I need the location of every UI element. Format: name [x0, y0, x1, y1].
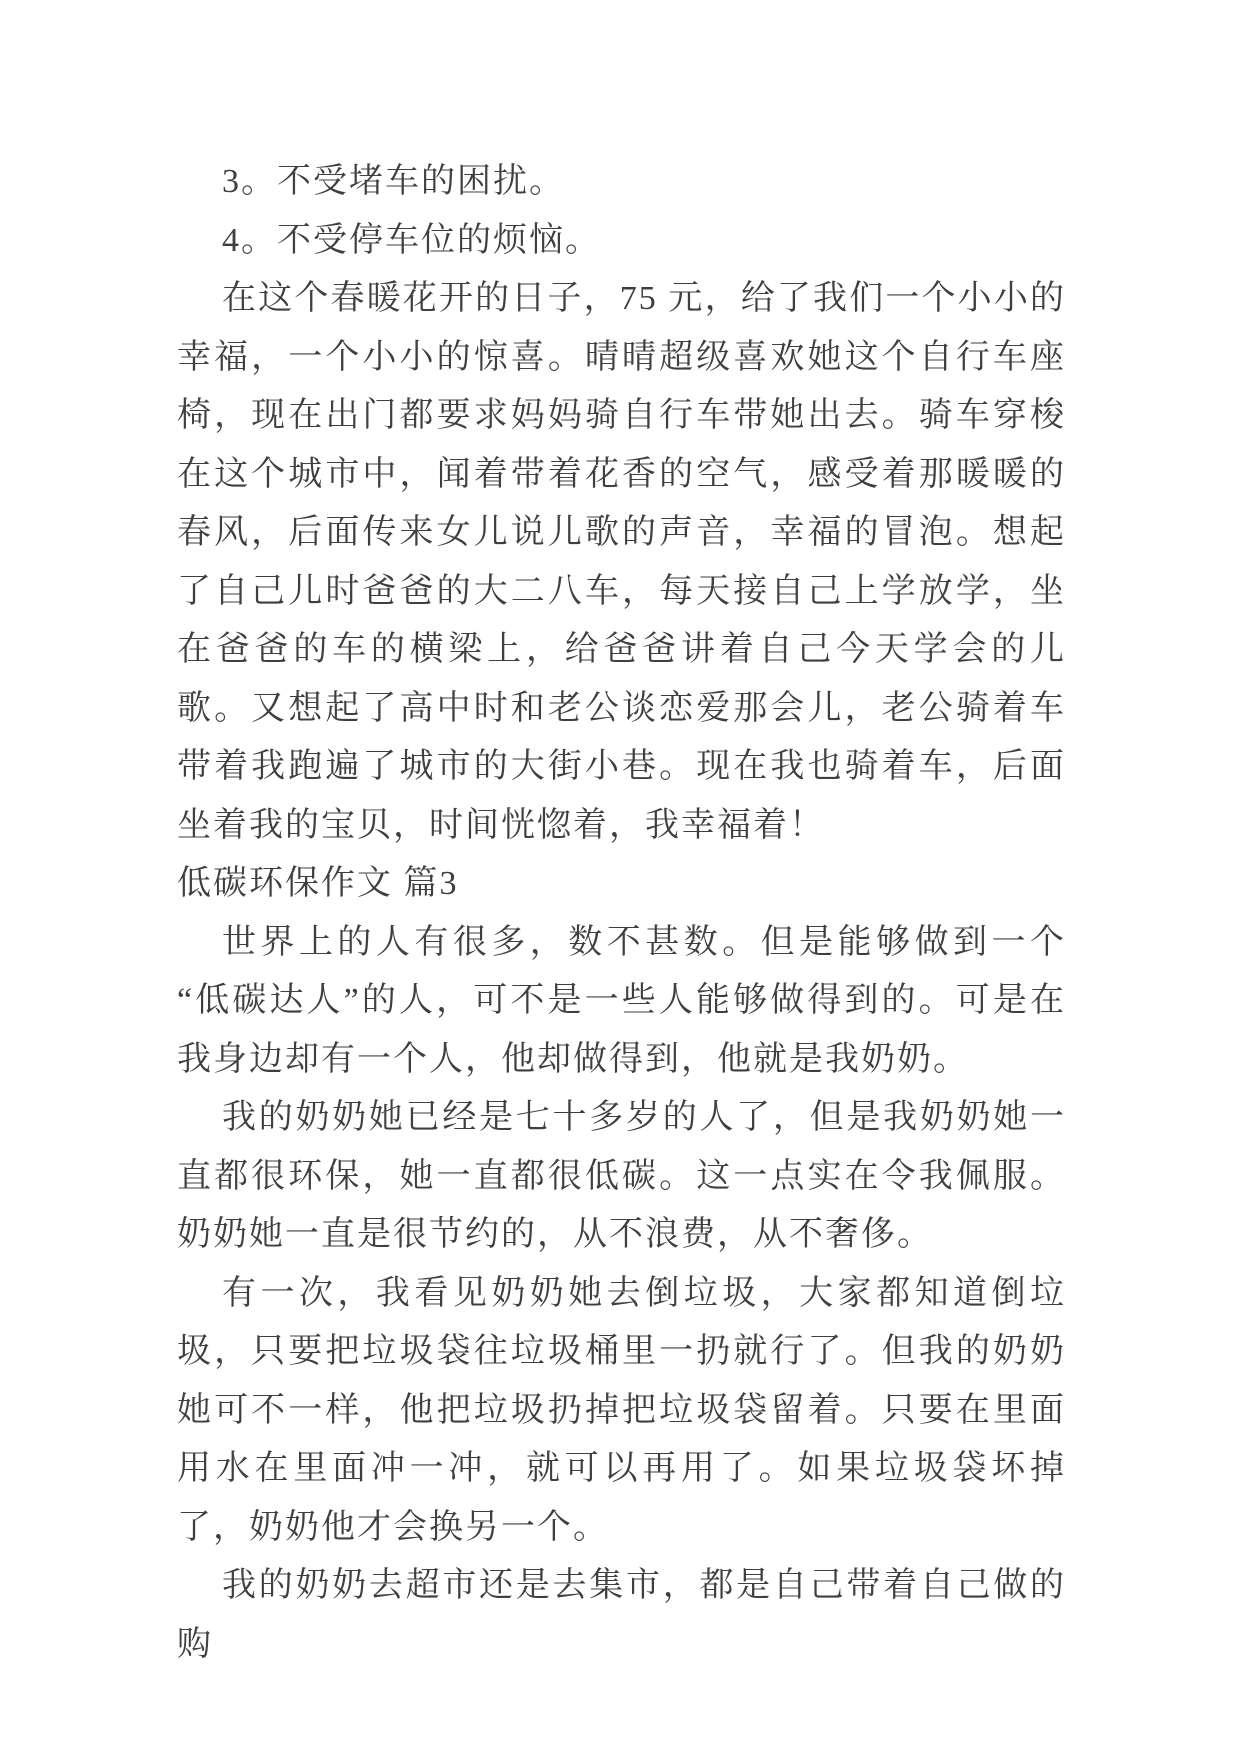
paragraph-shopping-bag-truncated: 我的奶奶去超市还是去集市，都是自己带着自己做的购: [177, 1567, 1066, 1663]
list-item-4: 4。不受停车位的烦恼。: [222, 221, 601, 259]
essay-body: [177, 153, 1066, 1674]
paragraph-bicycle-story: 在这个春暖花开的日子，75 元，给了我们一个小小的幸福，一个小小的惊喜。晴晴超级喜欢她这个自行车座椅，现在出门都要求妈妈骑自行车带她出去。骑车穿梭在这个城市中，闻着带着花香的空气，感受着那暖暖的春风，后面传来女儿说儿歌的声音，幸福的冒泡。想起了自己儿时爸爸的大二八车，每天接自己上学放学，坐在爸爸的车的横梁上，给爸爸讲着自己今天学会的儿歌。又想起了高中时和老公谈恋爱那会儿，老公骑着车带着我跑遍了城市的大街小巷。现在我也骑着车，后面坐着我的宝贝，时间恍惚着，我幸福着！: [177, 280, 1066, 844]
paragraph-grandma-thrifty: 我的奶奶她已经是七十多岁的人了，但是我奶奶她一直都很环保，她一直都很低碳。这一点实在令我佩服。奶奶她一直是很节约的，从不浪费，从不奢侈。: [177, 1099, 1066, 1253]
paragraph-grandma-intro: 世界上的人有很多，数不甚数。但是能够做到一个“低碳达人”的人，可不是一些人能够做得到的。可是在我身边却有一个人，他却做得到，他就是我奶奶。: [177, 923, 1066, 1078]
list-item-3: 3。不受堵车的困扰。: [222, 163, 565, 200]
paragraph-garbage-bag: 有一次，我看见奶奶她去倒垃圾，大家都知道倒垃圾，只要把垃圾袋往垃圾桶里一扔就行了。但我的奶奶她可不一样，他把垃圾扔掉把垃圾袋留着。只要在里面用水在里面冲一冲，就可以再用了。如果垃圾袋坏掉了，奶奶他才会换另一个。: [177, 1274, 1066, 1546]
section-heading-essay-3: 低碳环保作文 篇3: [177, 865, 459, 902]
